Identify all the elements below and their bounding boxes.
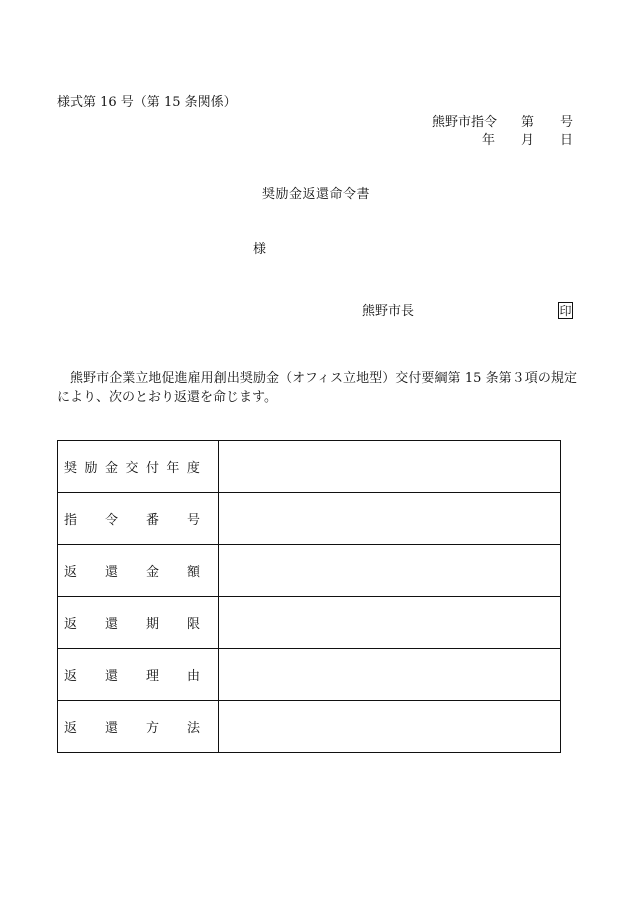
row-label: 指 令 番 号 (64, 513, 200, 528)
directive-dai: 第 (520, 115, 534, 130)
seal-mark: 印 (559, 304, 572, 318)
directive-number-line (432, 115, 573, 131)
row-label-cell (58, 545, 219, 597)
row-label-cell (58, 597, 219, 649)
body-paragraph: 熊野市企業立地促進雇用創出奨励金（オフィス立地型）交付要綱第 15 条第３項の規定により、次のとおり返還を命じます。 (57, 371, 577, 405)
row-value-cell (219, 649, 561, 701)
row-label-cell (58, 649, 219, 701)
date-day: 日 (559, 133, 573, 148)
issuer-name: 熊野市長 (362, 304, 415, 319)
row-value-cell (219, 545, 561, 597)
table-row (58, 701, 561, 753)
table-row (58, 493, 561, 545)
row-label-cell (58, 441, 219, 493)
date-line (482, 133, 573, 149)
date-year: 年 (481, 133, 495, 148)
row-value-cell (219, 701, 561, 753)
row-label: 返 還 期 限 (64, 617, 200, 632)
row-label-cell (58, 701, 219, 753)
row-value-cell (219, 493, 561, 545)
refund-info-table (57, 440, 561, 753)
row-value-cell (219, 441, 561, 493)
table-row (58, 441, 561, 493)
row-label: 返 還 方 法 (64, 721, 200, 736)
row-label: 返 還 理 由 (64, 669, 200, 684)
row-label-cell (58, 493, 219, 545)
row-label: 返 還 金 額 (64, 565, 200, 580)
addressee-suffix: 様 (253, 242, 267, 257)
table-row (58, 649, 561, 701)
document-title: 奨励金返還命令書 (262, 187, 371, 202)
directive-prefix: 熊野市指令 (431, 115, 497, 130)
table-row (58, 545, 561, 597)
row-label: 奨 励 金 交 付 年 度 (64, 461, 200, 476)
date-month: 月 (520, 133, 534, 148)
directive-go: 号 (559, 115, 573, 130)
row-value-cell (219, 597, 561, 649)
table-row (58, 597, 561, 649)
form-number: 様式第 16 号（第 15 条関係） (57, 95, 237, 110)
